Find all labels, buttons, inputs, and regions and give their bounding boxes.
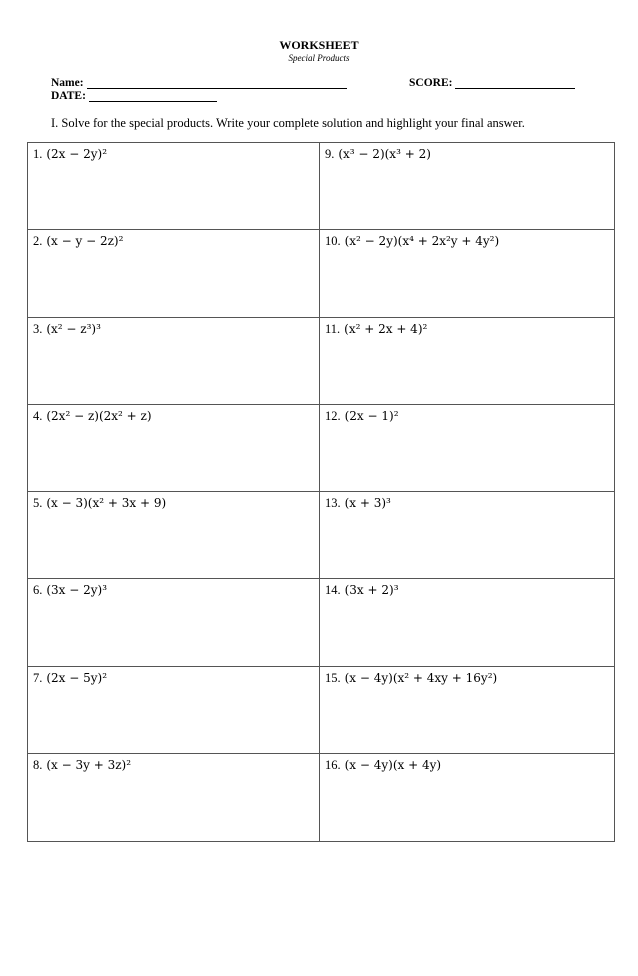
date-field bbox=[51, 90, 217, 102]
problem-expression: (x² − 2y)(x⁴ + 2x²y + 4y²) bbox=[344, 234, 500, 249]
problem-cell-9 bbox=[320, 143, 614, 230]
name-label: Name: bbox=[51, 77, 84, 89]
problem-expression: (2x − 1)² bbox=[344, 408, 399, 423]
problem-cell-5 bbox=[28, 492, 320, 579]
problem-number: 8. bbox=[33, 757, 43, 772]
problem-cell-8 bbox=[28, 754, 320, 841]
worksheet-title: WORKSHEET bbox=[279, 38, 359, 52]
problem-expression: (x − 3y + 3z)² bbox=[46, 757, 132, 772]
problem-expression: (x + 3)³ bbox=[344, 496, 391, 510]
problem-number: 1. bbox=[33, 147, 43, 161]
problem-number: 14. bbox=[325, 583, 341, 598]
problem-expression: (x − y − 2z)² bbox=[46, 234, 124, 249]
problem-cell-13 bbox=[320, 492, 614, 579]
worksheet-subtitle: Special Products bbox=[288, 53, 350, 63]
problem-expression: (x² + 2x + 4)² bbox=[344, 321, 428, 336]
problem-cell-6 bbox=[28, 579, 320, 666]
problem-number: 7. bbox=[33, 670, 43, 685]
problem-number: 11. bbox=[325, 321, 341, 336]
date-blank-line bbox=[89, 91, 217, 102]
name-blank-line bbox=[87, 78, 347, 89]
problem-cell-7 bbox=[28, 667, 320, 754]
problem-expression: (3x + 2)³ bbox=[344, 583, 399, 598]
problem-cell-1 bbox=[28, 143, 320, 230]
problem-grid bbox=[27, 142, 615, 842]
problem-cell-10 bbox=[320, 230, 614, 317]
date-label: DATE: bbox=[51, 90, 86, 102]
problem-number: 10. bbox=[325, 234, 341, 249]
score-blank-line bbox=[455, 78, 575, 89]
problem-cell-11 bbox=[320, 318, 614, 405]
problem-expression: (x³ − 2)(x³ + 2) bbox=[338, 147, 431, 161]
problem-expression: (x − 3)(x² + 3x + 9) bbox=[46, 496, 167, 510]
problem-number: 16. bbox=[325, 757, 341, 772]
problem-expression: (2x − 5y)² bbox=[46, 670, 108, 685]
problem-number: 4. bbox=[33, 408, 43, 423]
problem-expression: (2x − 2y)² bbox=[46, 147, 108, 161]
score-label: SCORE: bbox=[409, 77, 453, 89]
problem-cell-4 bbox=[28, 405, 320, 492]
problem-cell-16 bbox=[320, 754, 614, 841]
problem-number: 13. bbox=[325, 496, 341, 510]
problem-number: 2. bbox=[33, 234, 43, 249]
score-field bbox=[409, 77, 575, 89]
problem-number: 6. bbox=[33, 583, 43, 598]
problem-cell-14 bbox=[320, 579, 614, 666]
problem-cell-3 bbox=[28, 318, 320, 405]
problem-expression: (x² − z³)³ bbox=[46, 321, 101, 336]
problem-expression: (x − 4y)(x + 4y) bbox=[344, 757, 442, 772]
problem-cell-12 bbox=[320, 405, 614, 492]
problem-number: 15. bbox=[325, 670, 341, 685]
problem-number: 5. bbox=[33, 496, 43, 510]
problem-number: 3. bbox=[33, 321, 43, 336]
problem-expression: (2x² − z)(2x² + z) bbox=[46, 408, 152, 423]
problem-cell-2 bbox=[28, 230, 320, 317]
problem-cell-15 bbox=[320, 667, 614, 754]
problem-expression: (x − 4y)(x² + 4xy + 16y²) bbox=[344, 670, 498, 685]
problem-number: 12. bbox=[325, 408, 341, 423]
problem-expression: (3x − 2y)³ bbox=[46, 583, 108, 598]
instruction-text: I. Solve for the special products. Write your complete solution and highlight your final answer. bbox=[51, 116, 525, 130]
problem-number: 9. bbox=[325, 147, 335, 161]
name-field bbox=[51, 77, 347, 89]
